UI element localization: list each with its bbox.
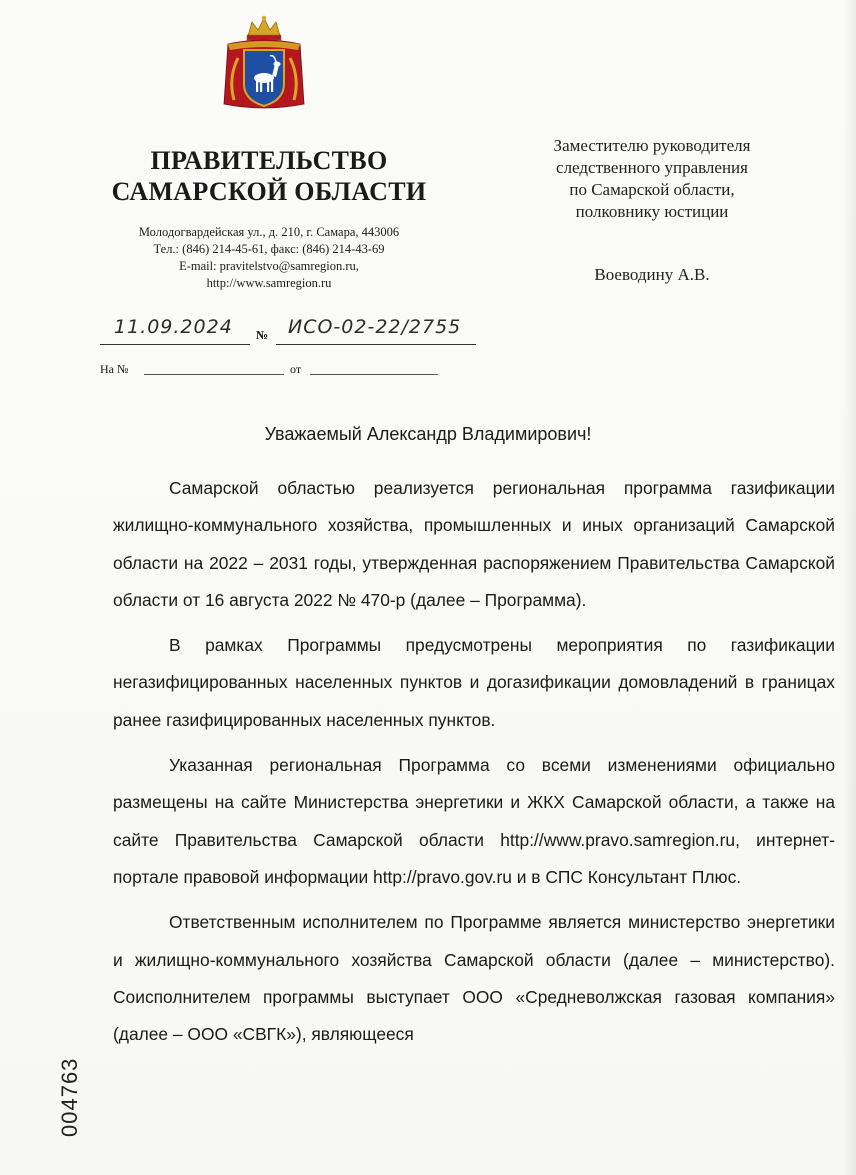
recipient-line: Заместителю руководителя — [553, 136, 751, 155]
website: http://www.samregion.ru — [206, 276, 332, 290]
recipient-line: следственного управления — [556, 158, 748, 177]
reply-to-label: На № — [100, 362, 129, 376]
reply-reference-line — [100, 360, 450, 380]
incoming-stamp-number: 004763 — [57, 1057, 82, 1137]
recipient-line: полковнику юстиции — [575, 202, 729, 221]
recipient-line: по Самарской области, — [569, 180, 735, 199]
registration-line — [100, 300, 480, 350]
registration-number: ИСО-02-22/2755 — [288, 316, 462, 338]
address: Молодогвардейская ул., д. 210, г. Самара, 443006 — [138, 225, 400, 239]
reply-to-underline — [144, 374, 284, 375]
contact-block — [94, 224, 444, 292]
number-underline — [276, 344, 476, 345]
letter-body — [113, 470, 835, 1061]
from-label: от — [290, 362, 302, 376]
date-underline — [100, 344, 250, 345]
government-title-line1: ПРАВИТЕЛЬСТВО — [150, 146, 388, 175]
registration-date: 11.09.2024 — [114, 316, 233, 338]
paragraph: Самарской областью реализуется региональная программа газификации жилищно-коммунального хозяйства, промышленных и иных организаций Самарской области на 2022 – 2031 годы, утвержденная распоряжением Правительства Самарской области от 16 августа 2022 № 470-р (далее – Программа). — [113, 478, 835, 610]
from-underline — [310, 374, 438, 375]
paragraph: Указанная региональная Программа со всеми изменениями официально размещены на сайте Министерства энергетики и ЖКХ Самарской области, а также на сайте Правительства Самарской области http://www.pravo.samregion.ru, интернет-портале правовой информации http://pravo.gov.ru и в СПС Консультант Плюс. — [113, 755, 835, 887]
government-title-line2: САМАРСКОЙ ОБЛАСТИ — [111, 177, 427, 206]
number-sign: № — [256, 328, 269, 342]
email: E-mail: pravitelstvo@samregion.ru, — [179, 259, 359, 273]
paragraph: Ответственным исполнителем по Программе является министерство энергетики и жилищно-коммунального хозяйства Самарской области (далее – министерство). Соисполнителем программы выступает ООО «Средневолжская газовая компания» (далее – ООО «СВГК»), являющееся — [113, 912, 835, 1045]
recipient-name: Воеводину А.В. — [594, 265, 710, 284]
paragraph: В рамках Программы предусмотрены мероприятия по газификации негазифицированных населенных пунктов и догазификации домовладений в границах ранее газифицированных населенных пунктов. — [113, 635, 835, 730]
crown-icon — [247, 16, 281, 40]
coat-of-arms-emblem — [218, 14, 310, 114]
phones: Тел.: (846) 214-45-61, факс: (846) 214-43-69 — [153, 242, 385, 256]
recipient-block — [512, 135, 792, 223]
salutation: Уважаемый Александр Владимирович! — [264, 424, 592, 444]
